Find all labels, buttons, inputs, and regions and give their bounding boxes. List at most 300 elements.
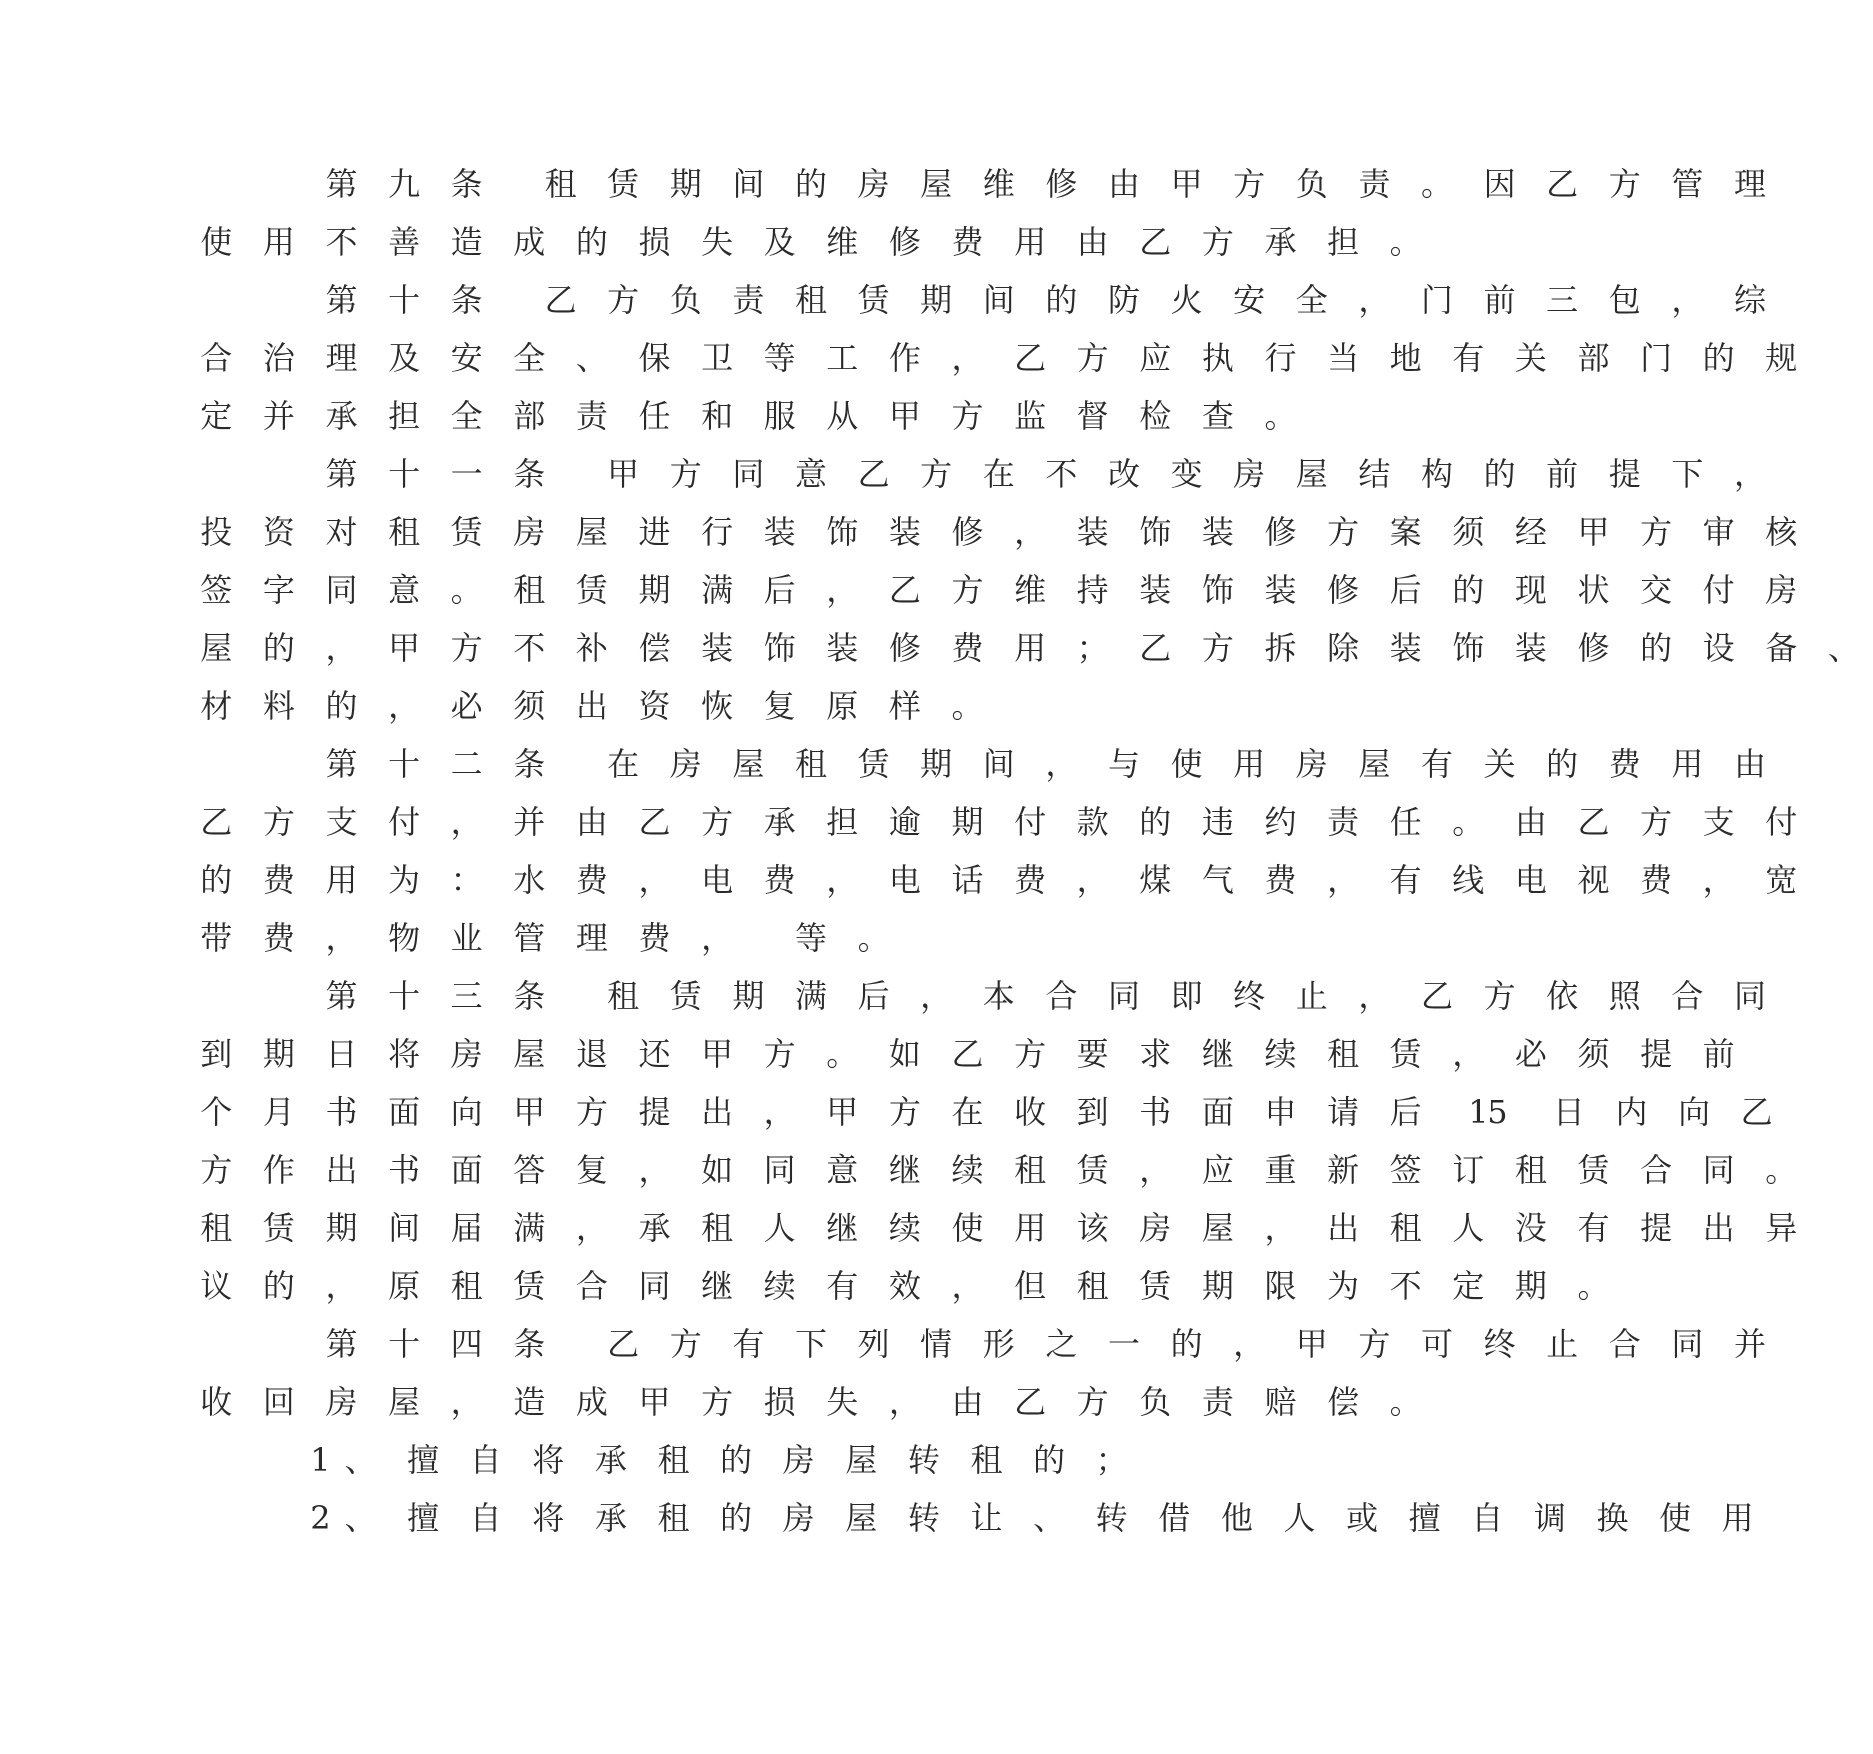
glyph: 期 (1201, 1267, 1234, 1305)
glyph: 用 (1014, 1209, 1047, 1247)
glyph: 到 (200, 1035, 233, 1073)
glyph: 料 (262, 687, 295, 725)
glyph: 恢 (701, 687, 734, 725)
glyph: ， (701, 919, 734, 957)
glyph: 装 (701, 629, 734, 667)
glyph: 的 (262, 629, 295, 667)
glyph: 方 (1640, 513, 1673, 551)
glyph: 样 (888, 687, 921, 725)
glyph: 赁 (1389, 1035, 1422, 1073)
glyph: 房 (1233, 455, 1266, 493)
glyph: 气 (1201, 861, 1234, 899)
glyph: 有 (1389, 861, 1422, 899)
glyph: 2 (310, 1499, 331, 1537)
glyph: 煤 (1139, 861, 1172, 899)
glyph: 由 (575, 803, 608, 841)
glyph: 的 (1702, 339, 1735, 377)
glyph: 将 (532, 1499, 565, 1537)
glyph: ， (826, 861, 859, 899)
glyph: 防 (1107, 281, 1140, 319)
glyph: 原 (388, 1267, 421, 1305)
glyph: ， (1045, 745, 1078, 783)
glyph: 的 (1546, 745, 1579, 783)
glyph: ， (1702, 861, 1735, 899)
glyph: 定 (1452, 1267, 1485, 1305)
glyph: 租 (970, 1441, 1003, 1479)
glyph: 他 (1220, 1499, 1253, 1537)
glyph: 乙 (1546, 165, 1579, 203)
glyph: 损 (763, 1383, 796, 1421)
glyph: 、 (344, 1441, 377, 1479)
glyph: 复 (575, 1151, 608, 1189)
glyph: 不 (325, 223, 358, 261)
glyph: 调 (1533, 1499, 1566, 1537)
glyph: 乙 (607, 1325, 640, 1363)
glyph: 将 (532, 1441, 565, 1479)
glyph: 方 (888, 1093, 921, 1131)
glyph: 。 (1577, 1267, 1610, 1305)
glyph: ， (1452, 1035, 1485, 1073)
glyph: 求 (1139, 1035, 1172, 1073)
glyph: 书 (325, 1093, 358, 1131)
glyph: 转 (1095, 1499, 1128, 1537)
glyph: ， (325, 1267, 358, 1305)
glyph: 承 (594, 1441, 627, 1479)
glyph: 间 (388, 1209, 421, 1247)
glyph: 承 (1264, 223, 1297, 261)
glyph: 管 (1671, 165, 1704, 203)
glyph: 乙 (1740, 1093, 1773, 1131)
glyph: 由 (1514, 803, 1547, 841)
glyph: 议 (200, 1267, 233, 1305)
glyph: 换 (1596, 1499, 1629, 1537)
glyph: 期 (920, 745, 953, 783)
glyph: 止 (1546, 1325, 1579, 1363)
glyph: 异 (1765, 1209, 1798, 1247)
glyph: 资 (638, 687, 671, 725)
glyph: 同 (1671, 1325, 1704, 1363)
glyph: 面 (388, 1093, 421, 1131)
glyph: 第 (325, 455, 358, 493)
glyph: 租 (388, 513, 421, 551)
glyph: 回 (262, 1383, 295, 1421)
glyph: 提 (1640, 1209, 1673, 1247)
glyph: 行 (1264, 339, 1297, 377)
glyph: 继 (826, 1209, 859, 1247)
glyph: 之 (1045, 1325, 1078, 1363)
glyph: 租 (544, 165, 577, 203)
glyph: 审 (1702, 513, 1735, 551)
glyph: 照 (1608, 977, 1641, 1015)
glyph: 的 (262, 1267, 295, 1305)
glyph: 等 (763, 339, 796, 377)
glyph: 后 (857, 977, 890, 1015)
glyph: 同 (325, 571, 358, 609)
glyph: 有 (1420, 745, 1453, 783)
glyph: 条 (513, 977, 546, 1015)
glyph: 工 (826, 339, 859, 377)
glyph: ， (388, 687, 421, 725)
glyph: 。 (826, 1035, 859, 1073)
glyph: 地 (1389, 339, 1422, 377)
glyph: 满 (701, 571, 734, 609)
glyph: 必 (450, 687, 483, 725)
glyph: 前 (1546, 455, 1579, 493)
glyph: 担 (826, 803, 859, 841)
glyph: 用 (1014, 629, 1047, 667)
glyph: 人 (1283, 1499, 1316, 1537)
glyph: 房 (450, 1035, 483, 1073)
text-line (0, 1315, 1766, 1373)
glyph: 作 (888, 339, 921, 377)
glyph: 保 (638, 339, 671, 377)
glyph: 书 (388, 1151, 421, 1189)
glyph: 签 (200, 571, 233, 609)
glyph: 饰 (1201, 571, 1234, 609)
glyph: 同 (638, 1267, 671, 1305)
glyph: 由 (951, 1383, 984, 1421)
glyph: 同 (1733, 977, 1766, 1015)
glyph: 使 (1170, 745, 1203, 783)
glyph: 费 (1264, 861, 1297, 899)
glyph: 由 (1076, 223, 1109, 261)
glyph: 方 (1201, 223, 1234, 261)
text-line (0, 967, 1766, 1025)
glyph: 部 (513, 397, 546, 435)
glyph: 。 (1452, 803, 1485, 841)
text-line (0, 155, 1766, 213)
glyph: 投 (200, 513, 233, 551)
glyph: 但 (1014, 1267, 1047, 1305)
glyph: 与 (1107, 745, 1140, 783)
glyph: 间 (982, 281, 1015, 319)
glyph: 的 (1452, 571, 1485, 609)
glyph: 方 (200, 1151, 233, 1189)
glyph: 持 (1076, 571, 1109, 609)
glyph: ， (1139, 1151, 1172, 1189)
text-line (0, 1141, 1798, 1199)
glyph: 承 (763, 803, 796, 841)
glyph: 1 (310, 1441, 331, 1479)
glyph: 维 (1014, 571, 1047, 609)
glyph: 限 (1264, 1267, 1297, 1305)
glyph: 维 (826, 223, 859, 261)
glyph: ， (325, 629, 358, 667)
glyph: 。 (1420, 165, 1453, 203)
glyph: 须 (513, 687, 546, 725)
glyph: 屋 (1358, 745, 1391, 783)
glyph: 乙 (200, 803, 233, 841)
glyph: 的 (1045, 281, 1078, 319)
glyph: 乙 (1014, 339, 1047, 377)
glyph: 承 (594, 1499, 627, 1537)
glyph: 成 (575, 1383, 608, 1421)
glyph: 担 (388, 397, 421, 435)
glyph: 出 (575, 687, 608, 725)
glyph: 赁 (857, 281, 890, 319)
glyph: 新 (1327, 1151, 1360, 1189)
glyph: ， (1733, 455, 1766, 493)
glyph: 的 (1033, 1441, 1066, 1479)
glyph: 业 (450, 919, 483, 957)
glyph: 经 (1514, 513, 1547, 551)
glyph: 、 (1827, 629, 1860, 667)
glyph: 有 (732, 1325, 765, 1363)
glyph: 提 (1608, 455, 1641, 493)
glyph: 督 (1076, 397, 1109, 435)
glyph: 方 (951, 397, 984, 435)
glyph: 资 (262, 513, 295, 551)
glyph: 出 (325, 1151, 358, 1189)
glyph: 方 (1483, 977, 1516, 1015)
glyph: 方 (450, 629, 483, 667)
glyph: 费 (1640, 861, 1673, 899)
glyph: 修 (888, 629, 921, 667)
glyph: 并 (513, 803, 546, 841)
glyph: 下 (794, 1325, 827, 1363)
glyph: 期 (1514, 1267, 1547, 1305)
glyph: 合 (1608, 1325, 1641, 1363)
glyph: 房 (857, 165, 890, 203)
glyph: 日 (1552, 1093, 1585, 1131)
glyph: 借 (1158, 1499, 1191, 1537)
glyph: 负 (1139, 1383, 1172, 1421)
text-line (0, 1025, 1735, 1083)
glyph: 作 (262, 1151, 295, 1189)
glyph: 同 (1107, 977, 1140, 1015)
glyph: 关 (1483, 745, 1516, 783)
glyph: 收 (200, 1383, 233, 1421)
glyph: 装 (888, 513, 921, 551)
glyph: 甲 (607, 455, 640, 493)
glyph: 续 (763, 1267, 796, 1305)
glyph: 电 (701, 861, 734, 899)
glyph: ， (1358, 977, 1391, 1015)
glyph: 租 (513, 571, 546, 609)
glyph: 付 (388, 803, 421, 841)
glyph: 费 (763, 861, 796, 899)
glyph: 方 (669, 455, 702, 493)
glyph: 当 (1327, 339, 1360, 377)
glyph: 赁 (1139, 1267, 1172, 1305)
text-line (0, 1083, 1773, 1141)
glyph: 宽 (1765, 861, 1798, 899)
glyph: 继 (888, 1151, 921, 1189)
glyph: 要 (1076, 1035, 1109, 1073)
glyph: 屋 (200, 629, 233, 667)
glyph: 届 (450, 1209, 483, 1247)
glyph: 续 (951, 1151, 984, 1189)
glyph: 费 (951, 223, 984, 261)
glyph: 下 (1671, 455, 1704, 493)
glyph: 房 (1765, 571, 1798, 609)
glyph: 期 (951, 803, 984, 841)
glyph: 构 (1420, 455, 1453, 493)
glyph: 装 (1201, 513, 1234, 551)
glyph: 费 (575, 861, 608, 899)
glyph: 。 (1264, 397, 1297, 435)
glyph: 如 (701, 1151, 734, 1189)
glyph: 有 (1577, 1209, 1610, 1247)
glyph: 情 (920, 1325, 953, 1363)
glyph: 自 (1471, 1499, 1504, 1537)
glyph: ， (450, 1383, 483, 1421)
glyph: 状 (1577, 571, 1610, 609)
glyph: 人 (763, 1209, 796, 1247)
glyph: 合 (1671, 977, 1704, 1015)
glyph: 赁 (669, 977, 702, 1015)
glyph: 订 (1452, 1151, 1485, 1189)
glyph: 服 (763, 397, 796, 435)
glyph: 的 (720, 1441, 753, 1479)
glyph: 甲 (1577, 513, 1610, 551)
glyph: 成 (513, 223, 546, 261)
glyph: 款 (1076, 803, 1109, 841)
glyph: 租 (657, 1441, 690, 1479)
glyph: ， (951, 1267, 984, 1305)
glyph: 甲 (888, 397, 921, 435)
glyph: 现 (1514, 571, 1547, 609)
glyph: 屋 (732, 745, 765, 783)
glyph: 甲 (513, 1093, 546, 1131)
glyph: 使 (951, 1209, 984, 1247)
glyph: 约 (1264, 803, 1297, 841)
glyph: 在 (951, 1093, 984, 1131)
glyph: 责 (1327, 803, 1360, 841)
glyph: 第 (325, 281, 358, 319)
glyph: 。 (450, 571, 483, 609)
glyph: 补 (575, 629, 608, 667)
glyph: 饰 (826, 513, 859, 551)
glyph: 规 (1765, 339, 1798, 377)
glyph: 承 (325, 397, 358, 435)
glyph: 乙 (544, 281, 577, 319)
glyph: 由 (1107, 165, 1140, 203)
glyph: 用 (1014, 223, 1047, 261)
glyph: 第 (325, 745, 358, 783)
glyph: 九 (388, 165, 421, 203)
glyph: 甲 (701, 1035, 734, 1073)
glyph: 十 (388, 977, 421, 1015)
glyph: 租 (657, 1499, 690, 1537)
glyph: ， (888, 1383, 921, 1421)
glyph: 付 (1014, 803, 1047, 841)
glyph: 方 (701, 1383, 734, 1421)
glyph: 的 (1640, 629, 1673, 667)
glyph: 装 (826, 629, 859, 667)
glyph: 为 (388, 861, 421, 899)
glyph: 关 (1514, 339, 1547, 377)
glyph: 等 (794, 919, 827, 957)
glyph: 甲 (638, 1383, 671, 1421)
glyph: 有 (1452, 339, 1485, 377)
glyph: 的 (1170, 1325, 1203, 1363)
glyph: 满 (794, 977, 827, 1015)
glyph: 材 (200, 687, 233, 725)
glyph: ， (920, 977, 953, 1015)
glyph: 付 (1702, 571, 1735, 609)
glyph: 全 (1295, 281, 1328, 319)
text-line (0, 1199, 1798, 1257)
glyph: 在 (607, 745, 640, 783)
text-line (0, 329, 1798, 387)
glyph: 。 (857, 919, 890, 957)
text-line (0, 735, 1766, 793)
glyph: 方 (1233, 165, 1266, 203)
glyph: 监 (1014, 397, 1047, 435)
glyph: 房 (325, 1383, 358, 1421)
glyph: 火 (1170, 281, 1203, 319)
glyph: 前 (1702, 1035, 1735, 1073)
glyph: 意 (388, 571, 421, 609)
glyph: 条 (513, 745, 546, 783)
glyph: 出 (1327, 1209, 1360, 1247)
glyph: 同 (1702, 1151, 1735, 1189)
glyph: 方 (920, 455, 953, 493)
glyph: 向 (1678, 1093, 1711, 1131)
glyph: 费 (951, 629, 984, 667)
glyph: 屋 (575, 513, 608, 551)
glyph: 备 (1765, 629, 1798, 667)
glyph: 租 (794, 281, 827, 319)
glyph: 租 (1514, 1151, 1547, 1189)
glyph: 失 (701, 223, 734, 261)
glyph: 屋 (1295, 455, 1328, 493)
glyph: 电 (888, 861, 921, 899)
glyph: 乙 (1014, 1383, 1047, 1421)
glyph: 房 (782, 1499, 815, 1537)
glyph: 乙 (857, 455, 890, 493)
glyph: 赁 (857, 745, 890, 783)
glyph: 房 (513, 513, 546, 551)
text-line (0, 445, 1766, 503)
glyph: 及 (763, 223, 796, 261)
glyph: 屋 (920, 165, 953, 203)
glyph: 内 (1615, 1093, 1648, 1131)
glyph: 水 (513, 861, 546, 899)
glyph: 二 (450, 745, 483, 783)
glyph: 并 (1733, 1325, 1766, 1363)
glyph: 由 (1733, 745, 1766, 783)
glyph: 饰 (763, 629, 796, 667)
glyph: 为 (1327, 1267, 1360, 1305)
glyph: 合 (200, 339, 233, 377)
glyph: 在 (982, 455, 1015, 493)
glyph: 四 (450, 1325, 483, 1363)
glyph: 造 (450, 223, 483, 261)
glyph: 三 (1546, 281, 1579, 319)
glyph: 形 (982, 1325, 1015, 1363)
glyph: 本 (982, 977, 1015, 1015)
glyph: 后 (763, 571, 796, 609)
glyph: 修 (1327, 571, 1360, 609)
glyph: 1 (1468, 1093, 1489, 1131)
glyph: 退 (575, 1035, 608, 1073)
glyph: 十 (388, 1325, 421, 1363)
glyph: ； (1076, 629, 1109, 667)
glyph: 全 (513, 339, 546, 377)
glyph: 执 (1201, 339, 1234, 377)
glyph: 方 (1608, 165, 1641, 203)
glyph: 的 (1139, 803, 1172, 841)
glyph: 、 (344, 1499, 377, 1537)
glyph: 出 (1702, 1209, 1735, 1247)
glyph: 承 (638, 1209, 671, 1247)
glyph: 全 (450, 397, 483, 435)
glyph: 装 (1139, 571, 1172, 609)
glyph: 装 (1514, 629, 1547, 667)
glyph: 饰 (1452, 629, 1485, 667)
